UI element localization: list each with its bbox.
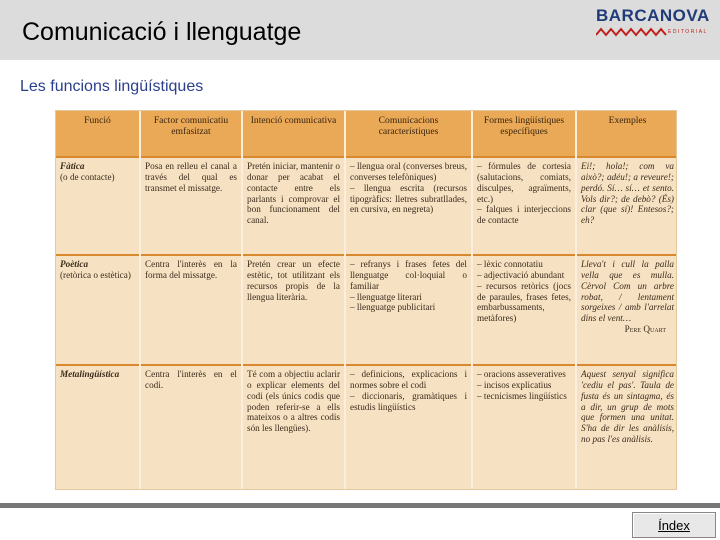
barcanova-logo xyxy=(596,6,714,38)
examples-cell xyxy=(576,255,677,365)
function-name: Metalingüística xyxy=(60,369,120,379)
examples-cell: Ei!; hola!; com va això?; adéu!; a reveure!; perdó. Sí… sí… et sento. Vols dir?; de debò? (És) clar (que sí)! Entesos?; eh? xyxy=(576,157,677,255)
intention-cell: Pretén crear un efecte estètic, tot utilitzant els recursos propis de la llengua literària. xyxy=(242,255,345,365)
col-header: Factor comunicatiu emfasitzat xyxy=(140,111,242,157)
function-cell xyxy=(56,157,140,255)
header-bar xyxy=(0,0,720,60)
forms-cell xyxy=(472,255,576,365)
function-subname: (retòrica o estètica) xyxy=(60,269,131,280)
intention-cell: Té com a objectiu aclarir o explicar elements del codi (els únics codis que poden referir-se a ells mateixos o a altres codis són les llengües). xyxy=(242,365,345,489)
functions-table xyxy=(55,110,677,490)
col-header: Funció xyxy=(56,111,140,157)
list-item: – incisos explicatius xyxy=(477,379,552,390)
forms-cell xyxy=(472,157,576,255)
list-item: – fórmules de cortesia (salutacions, comiats, disculpes, agraïments, etc.) xyxy=(477,161,571,204)
list-item: – llengua escrita (recursos tipogràfics: lletres subratllades, en cursiva, en negreta) xyxy=(350,182,467,215)
forms-cell xyxy=(472,365,576,489)
footer-divider xyxy=(0,503,720,508)
table-row xyxy=(56,365,677,489)
col-header: Comunicacions característiques xyxy=(345,111,472,157)
communications-cell xyxy=(345,255,472,365)
list-item: – llenguatge literari xyxy=(350,291,422,302)
list-item: – diccionaris, gramàtiques i estudis lingüístics xyxy=(350,390,467,412)
list-item: – lèxic connotatiu xyxy=(477,259,543,269)
communications-cell xyxy=(345,157,472,255)
col-header: Formes lingüístiques específiques xyxy=(472,111,576,157)
list-item: – oracions asseveratives xyxy=(477,369,566,379)
logo-wordmark: BARCANOVA xyxy=(596,6,710,25)
list-item: – llenguatge publicitari xyxy=(350,302,436,313)
factor-cell: Centra l'interès en el codi. xyxy=(140,365,242,489)
col-header: Intenció comunicativa xyxy=(242,111,345,157)
index-button-label: Índex xyxy=(658,517,690,533)
factor-cell: Posa en relleu el canal a través del qual es transmet el missatge. xyxy=(140,157,242,255)
examples-text: Lleva't i cull la palla vella que es mulla. Cèrvol Com un arbre robat, / lentament sorgeixes / amb l'arrelat dins el vent… xyxy=(581,259,674,324)
function-name: Fàtica xyxy=(60,161,85,171)
table-header-row xyxy=(56,111,677,157)
list-item: – llengua oral (converses breus, converses telefòniques) xyxy=(350,161,467,182)
col-header: Exemples xyxy=(576,111,677,157)
page-title: Comunicació i llenguatge xyxy=(22,18,302,46)
communications-cell xyxy=(345,365,472,489)
table-row xyxy=(56,157,677,255)
index-button[interactable] xyxy=(632,512,716,538)
examples-cell: Aquest senyal significa 'cediu el pas'. Taula de fusta és un sintagma, és a dir, un grup de mots que formen una unitat. S'ha de dir les anàlisis, no pas l'es anàlisis. xyxy=(576,365,677,489)
function-subname: (o de contacte) xyxy=(60,171,115,182)
factor-cell: Centra l'interès en la forma del missatge. xyxy=(140,255,242,365)
list-item: – adjectivació abundant xyxy=(477,269,565,280)
list-item: – recursos retòrics (jocs de paraules, frases fetes, embarbussaments, metàfores) xyxy=(477,280,571,324)
list-item: – tecnicismes lingüístics xyxy=(477,390,567,401)
list-item: – refranys i frases fetes del llenguatge col·loquial o familiar xyxy=(350,259,467,291)
logo-subtitle: EDITORIAL xyxy=(668,29,708,35)
table-row xyxy=(56,255,677,365)
author-name: Pere Quart xyxy=(624,324,666,335)
function-cell xyxy=(56,365,140,489)
list-item: – definicions, explicacions i normes sobre el codi xyxy=(350,369,467,390)
section-subtitle: Les funcions lingüístiques xyxy=(20,78,204,95)
function-cell xyxy=(56,255,140,365)
intention-cell: Pretén iniciar, mantenir o donar per acabat el contacte entre els parlants i comprovar el bon funcionament del canal. xyxy=(242,157,345,255)
function-name: Poètica xyxy=(60,259,89,269)
list-item: – falques i interjeccions de contacte xyxy=(477,204,571,226)
